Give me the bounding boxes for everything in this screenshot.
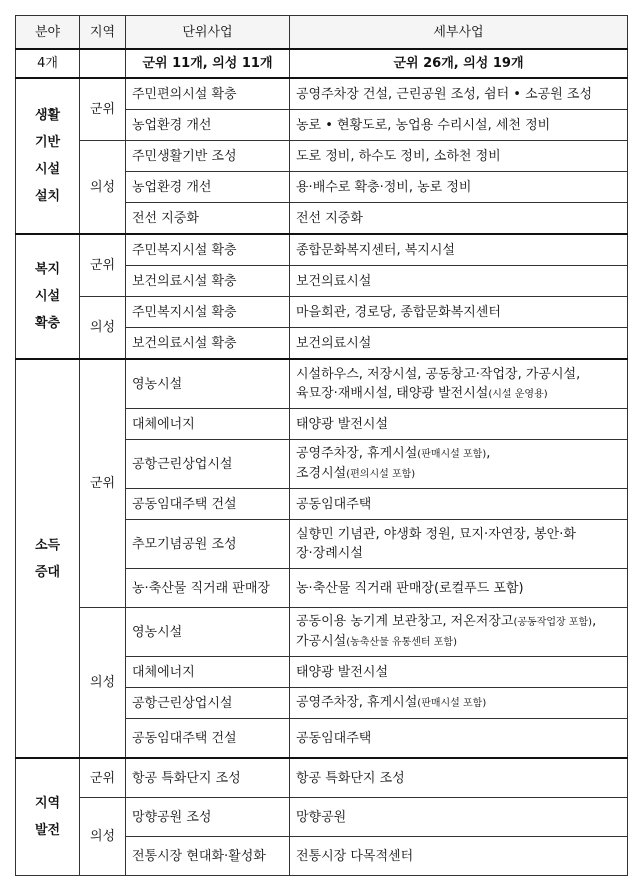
unit-cell: 대체에너지 [126, 657, 290, 688]
unit-cell: 전선 지중화 [126, 203, 290, 235]
unit-cell: 항공 특화단지 조성 [126, 758, 290, 798]
region-uiseong: 의성 [80, 798, 126, 876]
count-field: 4개 [16, 49, 80, 78]
region-uiseong: 의성 [80, 608, 126, 759]
unit-cell: 영농시설 [126, 359, 290, 409]
unit-cell: 추모기념공원 조성 [126, 520, 290, 569]
unit-cell: 전통시장 현대화·활성화 [126, 837, 290, 876]
header-region: 지역 [80, 16, 126, 50]
header-unit: 단위사업 [126, 16, 290, 50]
detail-cell: 도로 정비, 하수도 정비, 소하천 정비 [290, 141, 628, 172]
detail-cell: 공영주차장, 휴게시설(판매시설 포함), 조경시설(편의시설 포함) [290, 440, 628, 489]
detail-cell: 전선 지중화 [290, 203, 628, 235]
region-gunwi: 군위 [80, 78, 126, 141]
table-row [16, 758, 628, 798]
count-unit: 군위 11개, 의성 11개 [126, 49, 290, 78]
detail-cell: 공영주차장, 휴게시설(판매시설 포함) [290, 688, 628, 719]
region-gunwi: 군위 [80, 234, 126, 297]
detail-cell: 마을회관, 경로당, 종합문화복지센터 [290, 297, 628, 328]
region-gunwi: 군위 [80, 359, 126, 608]
unit-cell: 보건의료시설 확충 [126, 266, 290, 297]
region-uiseong: 의성 [80, 141, 126, 235]
unit-cell: 농업환경 개선 [126, 172, 290, 203]
detail-cell: 공동임대주택 [290, 489, 628, 520]
unit-cell: 공동임대주택 건설 [126, 719, 290, 759]
region-uiseong: 의성 [80, 297, 126, 360]
unit-cell: 영농시설 [126, 608, 290, 657]
unit-cell: 주민편의시설 확충 [126, 78, 290, 110]
detail-cell: 항공 특화단지 조성 [290, 758, 628, 798]
table-row [16, 78, 628, 110]
unit-cell: 농업환경 개선 [126, 110, 290, 141]
detail-cell: 전통시장 다목적센터 [290, 837, 628, 876]
unit-cell: 주민복지시설 확충 [126, 234, 290, 266]
unit-cell: 주민복지시설 확충 [126, 297, 290, 328]
category-regional: 지역 발전 [16, 758, 80, 876]
detail-cell: 공영주차장 건설, 근린공원 조성, 쉼터 • 소공원 조성 [290, 78, 628, 110]
count-detail: 군위 26개, 의성 19개 [290, 49, 628, 78]
detail-cell: 시설하우스, 저장시설, 공동창고·작업장, 가공시설, 육묘장·재배시설, 태양광 발전시설(시설 운영용) [290, 359, 628, 409]
detail-cell: 공동임대주택 [290, 719, 628, 759]
detail-cell: 용·배수로 확충·정비, 농로 정비 [290, 172, 628, 203]
unit-cell: 주민생활기반 조성 [126, 141, 290, 172]
detail-cell: 태양광 발전시설 [290, 409, 628, 440]
unit-cell: 대체에너지 [126, 409, 290, 440]
table-row [16, 608, 628, 657]
table-row [16, 141, 628, 172]
unit-cell: 공항근린상업시설 [126, 440, 290, 489]
detail-cell: 태양광 발전시설 [290, 657, 628, 688]
count-row [16, 49, 628, 78]
table-row [16, 234, 628, 266]
unit-cell: 보건의료시설 확충 [126, 328, 290, 360]
detail-cell: 보건의료시설 [290, 328, 628, 360]
detail-cell: 농로 • 현황도로, 농업용 수리시설, 세천 정비 [290, 110, 628, 141]
detail-cell: 공동이용 농기계 보관창고, 저온저장고(공동작업장 포함), 가공시설(농축산물 유통센터 포함) [290, 608, 628, 657]
detail-cell: 농·축산물 직거래 판매장(로컬푸드 포함) [290, 569, 628, 608]
table-row [16, 297, 628, 328]
detail-cell: 보건의료시설 [290, 266, 628, 297]
count-blank [80, 49, 126, 78]
detail-cell: 실향민 기념관, 야생화 정원, 묘지·자연장, 봉안·화 장·장례시설 [290, 520, 628, 569]
header-field: 분야 [16, 16, 80, 50]
category-living: 생활 기반 시설 설치 [16, 78, 80, 234]
detail-cell: 종합문화복지센터, 복지시설 [290, 234, 628, 266]
unit-cell: 공항근린상업시설 [126, 688, 290, 719]
header-row [16, 16, 628, 50]
unit-cell: 망향공원 조성 [126, 798, 290, 837]
table-row [16, 798, 628, 837]
category-welfare: 복지 시설 확충 [16, 234, 80, 359]
region-gunwi: 군위 [80, 758, 126, 798]
category-income: 소득 증대 [16, 359, 80, 758]
header-detail: 세부사업 [290, 16, 628, 50]
detail-cell: 망향공원 [290, 798, 628, 837]
unit-cell: 공동임대주택 건설 [126, 489, 290, 520]
unit-cell: 농·축산물 직거래 판매장 [126, 569, 290, 608]
project-table [15, 15, 628, 876]
table-row [16, 359, 628, 409]
